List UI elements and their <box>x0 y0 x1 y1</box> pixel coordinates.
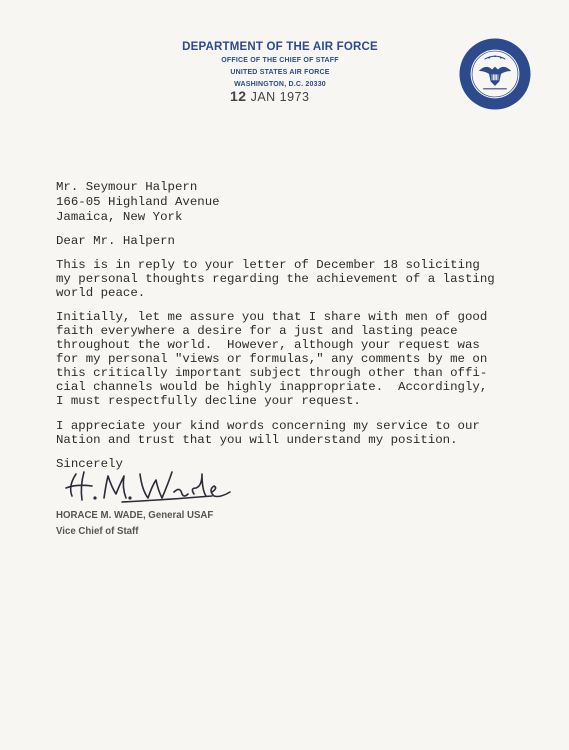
paragraph-2-line: Initially, let me assure you that I share with men of good <box>56 310 488 324</box>
paragraph-2-line: cial channels would be highly inappropriate. Accordingly, <box>56 380 488 394</box>
date-stamp <box>230 88 309 104</box>
signatory-name: HORACE M. WADE, General USAF <box>56 509 214 521</box>
paragraph-3-line: I appreciate your kind words concerning my service to our <box>56 419 480 433</box>
paragraph-2-line: this critically important subject through other than offi- <box>56 366 488 380</box>
address-line-2: 166-05 Highland Avenue <box>56 195 220 209</box>
letterhead-city: WASHINGTON, D.C. 20330 <box>234 81 326 88</box>
paragraph-1-line: This is in reply to your letter of December 18 soliciting <box>56 258 480 272</box>
date-month-year: JAN 1973 <box>250 90 310 104</box>
signatory-position: Vice Chief of Staff <box>56 525 139 537</box>
letterhead <box>150 40 410 91</box>
closing: Sincerely <box>56 457 123 471</box>
date-day: 12 <box>230 88 247 104</box>
handwritten-signature <box>62 466 242 506</box>
paragraph-2-line: for my personal "views or formulas," any comments by me on <box>56 352 488 366</box>
letterhead-service: UNITED STATES AIR FORCE <box>230 69 330 76</box>
paragraph-2-line: I must respectfully decline your request. <box>56 394 361 408</box>
letterhead-department: DEPARTMENT OF THE AIR FORCE <box>182 41 378 53</box>
address-line-3: Jamaica, New York <box>56 210 183 224</box>
paragraph-1-line: my personal thoughts regarding the achievement of a lasting <box>56 272 495 286</box>
address-line-1: Mr. Seymour Halpern <box>56 180 198 194</box>
paragraph-1-line: world peace. <box>56 286 146 300</box>
letterhead-office: OFFICE OF THE CHIEF OF STAFF <box>221 57 339 64</box>
paragraph-2-line: faith everywhere a desire for a just and lasting peace <box>56 324 458 338</box>
paragraph-3-line: Nation and trust that you will understand my position. <box>56 433 458 447</box>
salutation: Dear Mr. Halpern <box>56 234 175 248</box>
dod-seal-icon <box>458 37 532 111</box>
paragraph-2-line: throughout the world. However, although your request was <box>56 338 480 352</box>
